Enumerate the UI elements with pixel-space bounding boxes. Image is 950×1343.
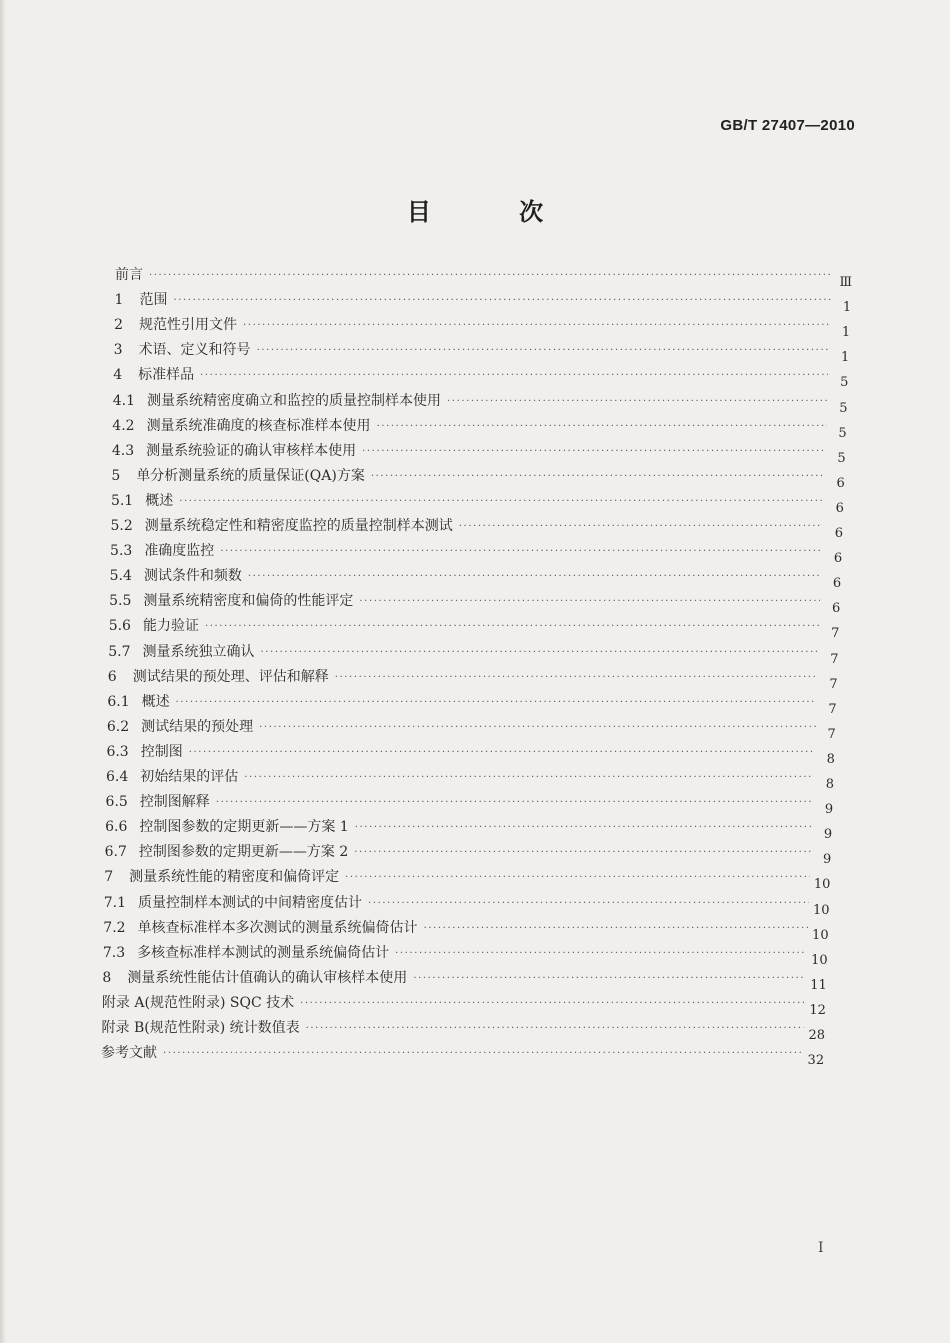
- standard-code: GB/T 27407—2010: [720, 117, 855, 134]
- toc-leader-dots: [447, 397, 827, 407]
- toc-entry-number: 6.7: [104, 844, 127, 861]
- toc-entry-page: 1: [842, 300, 852, 316]
- toc-entry-page: 5: [837, 450, 846, 466]
- toc-entry-page: 28: [808, 1028, 825, 1043]
- toc-entry-label: 多核查标准样本测试的测量系统偏倚估计: [137, 944, 390, 961]
- toc-entry[interactable]: [107, 664, 838, 692]
- toc-entry-label: 测量系统稳定性和精密度监控的质量控制样本测试: [144, 518, 453, 534]
- toc-entry-label: 测量系统性能的精密度和偏倚评定: [129, 869, 340, 886]
- toc-entry-number: 5.2: [110, 518, 133, 534]
- toc-entry[interactable]: [110, 538, 843, 567]
- toc-entry-label: 控制图解释: [139, 794, 210, 811]
- toc-entry-label: 概述: [145, 492, 174, 509]
- toc-entry-page: 11: [810, 977, 827, 993]
- toc-entry[interactable]: [109, 563, 842, 592]
- toc-entry-label: 范围: [139, 292, 168, 309]
- toc-leader-dots: [354, 848, 811, 858]
- toc-leader-dots: [395, 949, 807, 959]
- toc-entry-number: 5.7: [108, 643, 131, 660]
- toc-entry-page: 8: [826, 751, 835, 767]
- toc-entry-page: 10: [813, 877, 831, 893]
- toc-leader-dots: [163, 1049, 804, 1059]
- toc-entry-label: 附录 A(规范性附录) SQC 技术: [101, 994, 295, 1011]
- toc-entry-number: 6.5: [105, 794, 128, 811]
- toc-entry-label: 单核查标准样本多次测试的测量系统偏倚估计: [137, 919, 418, 936]
- toc-leader-dots: [179, 497, 824, 507]
- toc-entry-page: 9: [823, 827, 833, 843]
- toc-leader-dots: [459, 522, 823, 532]
- toc-entry-page: 1: [841, 350, 850, 366]
- toc-leader-dots: [306, 1024, 805, 1034]
- toc-entry-number: 6.4: [106, 769, 129, 785]
- toc-entry[interactable]: [111, 438, 846, 466]
- toc-entry-label: 测量系统准确度的核查标准样本使用: [146, 417, 371, 434]
- toc-entry-number: 1: [114, 292, 124, 309]
- toc-leader-dots: [261, 648, 819, 658]
- toc-entry-page: Ⅲ: [839, 275, 852, 290]
- toc-entry-label: 附录 B(规范性附录) 统计数值表: [101, 1020, 300, 1036]
- toc-leader-dots: [371, 472, 825, 482]
- toc-entry-number: 5.1: [110, 492, 134, 509]
- toc-entry-number: 6.6: [105, 819, 128, 836]
- toc-entry-number: 3: [113, 342, 123, 359]
- toc-entry[interactable]: [109, 588, 841, 617]
- toc-entry-number: 6.1: [107, 693, 130, 710]
- toc-entry-page: 6: [833, 551, 843, 567]
- toc-entry[interactable]: [106, 714, 836, 742]
- toc-entry-page: 7: [827, 726, 836, 742]
- toc-leader-dots: [424, 924, 808, 934]
- toc-entry-label: 测试条件和频数: [143, 568, 242, 585]
- toc-entry-page: 6: [835, 500, 844, 516]
- toc-entry-label: 概述: [141, 693, 170, 710]
- toc-entry[interactable]: [103, 890, 830, 918]
- toc-entry[interactable]: [114, 287, 852, 316]
- toc-entry-label: 测量系统精密度和偏倚的性能评定: [143, 593, 354, 610]
- toc-entry[interactable]: [113, 362, 849, 391]
- toc-entry-number: 7.3: [102, 944, 126, 961]
- toc-entry[interactable]: [104, 864, 831, 893]
- toc-entry-label: 测量系统验证的确认审核样本使用: [146, 442, 357, 459]
- toc-entry-label: 质量控制样本测试的中间精密度估计: [138, 894, 363, 911]
- toc-leader-dots: [355, 823, 812, 833]
- toc-entry-label: 测量系统独立确认: [142, 643, 255, 660]
- toc-entry-page: 5: [838, 425, 847, 441]
- toc-leader-dots: [244, 773, 814, 783]
- toc-entry[interactable]: [115, 262, 852, 290]
- toc-entry-number: 6.2: [106, 718, 130, 735]
- toc-entry-page: 9: [824, 802, 834, 818]
- toc-leader-dots: [216, 798, 813, 808]
- toc-entry-label: 测量系统性能估计值确认的确认审核样本使用: [127, 969, 408, 986]
- toc-leader-dots: [257, 346, 830, 356]
- toc-entry-label: 术语、定义和符号: [138, 342, 251, 359]
- toc-leader-dots: [377, 422, 827, 432]
- toc-entry-page: 5: [840, 375, 849, 391]
- toc-entry[interactable]: [114, 312, 851, 341]
- toc-leader-dots: [173, 296, 831, 306]
- toc-entry-number: 4.3: [111, 442, 135, 459]
- toc-entry-page: 6: [836, 475, 845, 491]
- toc-entry-label: 单分析测量系统的质量保证(QA)方案: [136, 467, 365, 484]
- toc-entry-page: 10: [812, 902, 830, 918]
- toc-entry-number: 6: [107, 668, 117, 685]
- toc-leader-dots: [200, 371, 828, 381]
- toc-entry-label: 参考文献: [101, 1045, 158, 1062]
- toc-entry-number: 4.1: [112, 392, 136, 409]
- toc-entry-page: 7: [828, 701, 837, 717]
- toc-entry-number: 5.4: [109, 568, 132, 585]
- toc-entry-number: 7: [104, 869, 114, 886]
- toc-entry-number: 7.2: [103, 919, 126, 936]
- toc-entry[interactable]: [101, 1015, 826, 1043]
- toc-entry-label: 控制图参数的定期更新——方案 2: [138, 844, 349, 861]
- toc-entry[interactable]: [110, 488, 844, 516]
- page-number: I: [818, 1240, 824, 1256]
- toc-entry-page: 7: [831, 626, 840, 642]
- toc-entry-label: 能力验证: [142, 618, 199, 635]
- toc-entry-page: 32: [807, 1053, 825, 1069]
- toc-entry-page: 8: [825, 777, 834, 792]
- toc-entry[interactable]: [101, 1040, 825, 1069]
- toc-leader-dots: [149, 271, 832, 281]
- toc-leader-dots: [335, 673, 818, 683]
- toc-entry-number: 7.1: [103, 894, 127, 911]
- toc-entry[interactable]: [112, 388, 848, 416]
- toc-leader-dots: [220, 547, 822, 557]
- toc-leader-dots: [205, 622, 819, 632]
- toc-entry-number: 5.3: [110, 543, 133, 560]
- toc-entry-label: 初始结果的评估: [140, 769, 239, 785]
- toc-entry-label: 前言: [115, 267, 143, 283]
- toc-entry-label: 测试结果的预处理: [141, 718, 254, 735]
- toc-entry-page: 7: [829, 676, 838, 692]
- toc-entry-label: 规范性引用文件: [139, 317, 238, 334]
- toc-leader-dots: [189, 748, 815, 758]
- toc-entry-number: 2: [114, 317, 124, 334]
- toc-entry-page: 6: [832, 601, 841, 617]
- toc-entry-page: 9: [823, 852, 832, 868]
- toc-entry-page: 10: [812, 927, 829, 943]
- toc-entry[interactable]: [104, 839, 832, 868]
- toc-entry-page: 5: [839, 400, 848, 416]
- toc-entry-label: 测量系统精密度确立和监控的质量控制样本使用: [147, 392, 442, 409]
- toc-leader-dots: [243, 321, 830, 331]
- toc-entry-page: 12: [809, 1002, 826, 1018]
- toc-leader-dots: [362, 447, 826, 457]
- toc-entry-page: 6: [834, 526, 843, 541]
- toc-leader-dots: [413, 974, 806, 984]
- toc-entry-number: 8: [102, 969, 112, 986]
- toc-leader-dots: [368, 899, 809, 909]
- toc-leader-dots: [359, 597, 820, 607]
- toc-entry-number: 6.3: [106, 743, 129, 760]
- toc-entry[interactable]: [108, 613, 840, 642]
- toc-entry-number: 5: [111, 467, 121, 484]
- toc-entry[interactable]: [110, 513, 844, 541]
- toc-entry[interactable]: [107, 689, 837, 717]
- toc-leader-dots: [259, 723, 816, 733]
- toc-entry[interactable]: [106, 764, 834, 792]
- toc-entry-page: 6: [832, 576, 842, 592]
- toc-leader-dots: [248, 572, 821, 582]
- toc-entry[interactable]: [112, 413, 847, 441]
- toc-entry[interactable]: [105, 814, 833, 843]
- toc-entry[interactable]: [102, 940, 828, 968]
- toc-entry[interactable]: [108, 639, 839, 667]
- toc-entry[interactable]: [103, 915, 829, 943]
- toc-entry-page: 7: [830, 651, 839, 667]
- toc-title: 目 次: [406, 198, 584, 226]
- toc-entry-number: 5.6: [108, 618, 131, 635]
- toc-entry-page: 10: [811, 952, 828, 968]
- toc-entry[interactable]: [106, 739, 835, 767]
- toc-entry-label: 控制图参数的定期更新——方案 1: [139, 819, 349, 836]
- toc-entry-number: 5.5: [109, 593, 132, 610]
- toc-entry[interactable]: [102, 965, 827, 993]
- toc-entry-label: 准确度监控: [144, 543, 215, 560]
- toc-entry[interactable]: [105, 789, 834, 818]
- toc-entry[interactable]: [111, 463, 845, 491]
- toc-entry[interactable]: [113, 337, 850, 366]
- toc-leader-dots: [300, 999, 805, 1009]
- toc-leader-dots: [176, 698, 817, 708]
- toc-entry-label: 控制图: [140, 743, 183, 760]
- toc-entry-label: 测试结果的预处理、评估和解释: [132, 668, 329, 685]
- toc-leader-dots: [345, 873, 810, 883]
- toc-entry-number: 4.2: [112, 417, 135, 434]
- toc-entry-page: 1: [841, 325, 851, 341]
- toc-entry-number: 4: [113, 367, 123, 384]
- toc-entry[interactable]: [101, 990, 826, 1018]
- toc-entry-label: 标准样品: [138, 367, 195, 384]
